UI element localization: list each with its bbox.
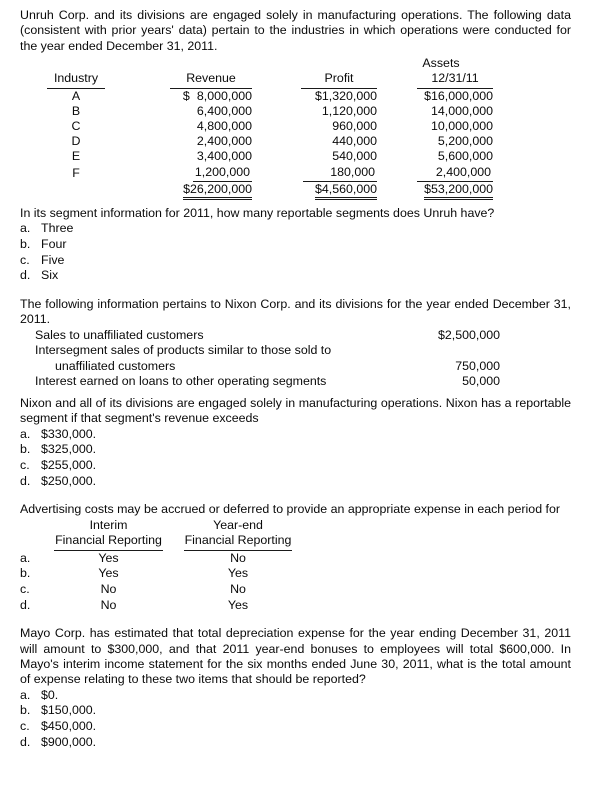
nixon-question: Nixon and all of its divisions are engaged solely in manufacturing operations. Nixon has a reportable segment if that segment's revenue exceeds bbox=[20, 396, 571, 426]
totals-profit bbox=[262, 182, 389, 200]
option-interim-value: Yes bbox=[98, 550, 119, 565]
table-row bbox=[20, 89, 493, 104]
unruh-financial-table bbox=[20, 56, 493, 200]
spacer-cell bbox=[262, 56, 389, 71]
option-b[interactable] bbox=[20, 237, 571, 253]
section-spacer bbox=[20, 284, 571, 297]
option-text: $900,000. bbox=[41, 734, 97, 749]
table-row bbox=[20, 119, 493, 134]
nixon-item-label: Interest earned on loans to other operating segments bbox=[35, 374, 327, 389]
option-text: $150,000. bbox=[41, 703, 97, 718]
option-text: Six bbox=[41, 268, 59, 283]
option-c[interactable] bbox=[20, 253, 571, 269]
mayo-section bbox=[20, 626, 571, 750]
nixon-item-value bbox=[350, 343, 571, 359]
advertising-answer-table bbox=[20, 518, 300, 614]
table-row-last bbox=[20, 165, 493, 182]
option-text: $450,000. bbox=[41, 718, 97, 733]
cell-assets: 5,200,000 bbox=[437, 134, 493, 149]
option-row-c[interactable] bbox=[20, 582, 300, 598]
cell-profit: $1,320,000 bbox=[314, 88, 377, 103]
option-letter: a. bbox=[20, 687, 31, 702]
cell-assets bbox=[389, 165, 493, 182]
option-a[interactable] bbox=[20, 427, 571, 443]
currency-symbol: $ bbox=[182, 88, 190, 103]
option-c[interactable] bbox=[20, 719, 571, 735]
option-letter: b. bbox=[20, 703, 31, 718]
unruh-question: In its segment information for 2011, how many reportable segments does Unruh have? bbox=[20, 206, 495, 221]
option-letter: a. bbox=[20, 221, 31, 236]
option-text: Five bbox=[41, 252, 65, 267]
option-yearend-value: Yes bbox=[227, 566, 249, 581]
option-interim-value: No bbox=[100, 597, 117, 612]
option-letter: d. bbox=[20, 268, 31, 283]
option-letter: c. bbox=[20, 252, 30, 267]
document-page bbox=[20, 8, 571, 750]
cell-profit: 540,000 bbox=[332, 149, 377, 164]
option-text: $325,000. bbox=[41, 442, 97, 457]
cell-industry: F bbox=[72, 165, 80, 180]
option-text: $0. bbox=[41, 687, 59, 702]
spacer-cell bbox=[20, 56, 132, 71]
yn-header-bottom-row bbox=[20, 533, 300, 551]
nixon-intro-paragraph: The following information pertains to Nixon Corp. and its divisions for the year ended December 31, 2011. bbox=[20, 296, 571, 327]
option-a[interactable] bbox=[20, 221, 571, 237]
cell-revenue bbox=[132, 89, 262, 104]
option-text: Three bbox=[41, 221, 74, 236]
option-yearend-value: Yes bbox=[227, 597, 249, 612]
mayo-question: Mayo Corp. has estimated that total depreciation expense for the year ending December 31, 2011 will amount to $300,000, and that 2011 year-end bonuses to employees will total $600,000. In Mayo's interim income statement for the six months ended June 30, 2011, what is the total amount of expense relating to these two items that should be reported? bbox=[20, 626, 571, 687]
option-b[interactable] bbox=[20, 442, 571, 458]
nixon-section bbox=[20, 297, 571, 489]
assets-super-header-row bbox=[20, 56, 493, 71]
table-row bbox=[20, 104, 493, 119]
col1-bottom-header-label: Financial Reporting bbox=[54, 533, 163, 551]
cell-revenue-value: 2,400,000 bbox=[196, 134, 252, 149]
list-item bbox=[20, 328, 571, 344]
unruh-intro-paragraph: Unruh Corp. and its divisions are engaged solely in manufacturing operations. The following data (consistent with prior years' data) pertain to the industries in which operations were conducted for the year ended December 31, 2011. bbox=[20, 8, 571, 53]
assets-super-header: Assets bbox=[422, 56, 460, 71]
unruh-options bbox=[20, 221, 571, 283]
cell-assets: $16,000,000 bbox=[424, 88, 493, 103]
header-profit bbox=[262, 71, 389, 88]
advertising-section bbox=[20, 502, 571, 613]
option-text: $330,000. bbox=[41, 426, 97, 441]
totals-spacer bbox=[20, 182, 132, 200]
totals-revenue bbox=[132, 182, 262, 200]
option-letter: c. bbox=[20, 718, 30, 733]
header-revenue bbox=[132, 71, 262, 88]
table-row bbox=[20, 134, 493, 149]
option-text: Four bbox=[41, 237, 67, 252]
table-totals-row bbox=[20, 182, 493, 200]
spacer-cell bbox=[20, 533, 41, 551]
cell-industry: B bbox=[71, 103, 81, 118]
col2-bottom-header bbox=[176, 533, 300, 551]
cell-revenue-value: 4,800,000 bbox=[196, 119, 252, 134]
cell-revenue bbox=[132, 165, 262, 182]
header-assets-date-label: 12/31/11 bbox=[417, 71, 493, 88]
option-text: $255,000. bbox=[41, 458, 97, 473]
totals-revenue-value: $26,200,000 bbox=[183, 182, 252, 200]
nixon-item-value: 750,000 bbox=[455, 358, 500, 373]
header-profit-label: Profit bbox=[301, 71, 377, 88]
option-letter: c. bbox=[20, 581, 30, 596]
option-letter: a. bbox=[20, 550, 31, 565]
option-letter: d. bbox=[20, 734, 31, 749]
option-b[interactable] bbox=[20, 703, 571, 719]
option-c[interactable] bbox=[20, 458, 571, 474]
option-row-d[interactable] bbox=[20, 598, 300, 614]
col1-top-header: Interim bbox=[89, 517, 128, 532]
list-item bbox=[20, 343, 571, 359]
header-industry bbox=[20, 71, 132, 88]
cell-assets: 14,000,000 bbox=[430, 103, 493, 118]
yn-header-top-row bbox=[20, 518, 300, 534]
option-letter: b. bbox=[20, 566, 31, 581]
option-d[interactable] bbox=[20, 268, 571, 284]
option-letter: d. bbox=[20, 473, 31, 488]
cell-profit bbox=[262, 165, 389, 182]
option-row-a[interactable] bbox=[20, 551, 300, 567]
cell-industry: D bbox=[71, 134, 81, 149]
option-letter: a. bbox=[20, 426, 31, 441]
cell-assets: 5,600,000 bbox=[437, 149, 493, 164]
option-interim-value: Yes bbox=[98, 566, 119, 581]
option-interim-value: No bbox=[100, 581, 117, 596]
cell-profit-value: 180,000 bbox=[303, 165, 377, 182]
spacer-cell bbox=[132, 56, 262, 71]
mayo-options bbox=[20, 688, 571, 750]
nixon-item-label: unaffiliated customers bbox=[55, 358, 176, 373]
unruh-section bbox=[20, 8, 571, 284]
nixon-item-label: Sales to unaffiliated customers bbox=[35, 327, 204, 342]
cell-revenue-value: 6,400,000 bbox=[196, 103, 252, 118]
cell-profit: 960,000 bbox=[332, 119, 377, 134]
option-d[interactable] bbox=[20, 474, 571, 490]
option-a[interactable] bbox=[20, 688, 571, 704]
header-industry-label: Industry bbox=[47, 71, 105, 88]
option-yearend-value: No bbox=[230, 550, 246, 565]
spacer-cell bbox=[20, 518, 41, 534]
cell-revenue-value: 3,400,000 bbox=[196, 149, 252, 164]
option-letter: c. bbox=[20, 458, 30, 473]
list-item bbox=[20, 374, 571, 390]
option-letter: d. bbox=[20, 597, 31, 612]
option-letter: b. bbox=[20, 237, 31, 252]
totals-assets-value: $53,200,000 bbox=[424, 182, 493, 200]
option-yearend-value: No bbox=[230, 581, 246, 596]
col2-top-header: Year-end bbox=[213, 517, 263, 532]
nixon-item-value: 50,000 bbox=[462, 374, 500, 389]
section-spacer bbox=[20, 489, 571, 502]
option-text: $250,000. bbox=[41, 473, 97, 488]
nixon-item-value: $2,500,000 bbox=[437, 327, 500, 342]
option-letter: b. bbox=[20, 442, 31, 457]
nixon-info-table bbox=[20, 328, 571, 390]
cell-revenue bbox=[132, 134, 262, 149]
col1-bottom-header bbox=[41, 533, 176, 551]
cell-profit: 440,000 bbox=[332, 134, 377, 149]
option-row-b[interactable] bbox=[20, 566, 300, 582]
cell-revenue bbox=[132, 104, 262, 119]
section-spacer bbox=[20, 613, 571, 626]
col2-bottom-header-label: Financial Reporting bbox=[184, 533, 293, 551]
header-revenue-label: Revenue bbox=[170, 71, 252, 88]
nixon-item-label: Intersegment sales of products similar to those sold to bbox=[35, 343, 332, 358]
cell-revenue-value: 1,200,000 bbox=[193, 165, 252, 182]
header-assets-date bbox=[389, 71, 493, 88]
advertising-question: Advertising costs may be accrued or deferred to provide an appropriate expense in each period for bbox=[20, 502, 560, 517]
cell-assets: 10,000,000 bbox=[430, 119, 493, 134]
cell-revenue-value: 8,000,000 bbox=[196, 88, 252, 103]
nixon-options bbox=[20, 427, 571, 489]
totals-assets bbox=[389, 182, 493, 200]
cell-profit: 1,120,000 bbox=[321, 103, 377, 118]
table-header-row bbox=[20, 71, 493, 88]
cell-industry: E bbox=[71, 149, 81, 164]
table-row bbox=[20, 149, 493, 164]
cell-revenue bbox=[132, 119, 262, 134]
option-d[interactable] bbox=[20, 735, 571, 751]
list-item bbox=[20, 359, 571, 375]
cell-assets-value: 2,400,000 bbox=[417, 165, 493, 182]
totals-profit-value: $4,560,000 bbox=[315, 182, 377, 200]
cell-industry: C bbox=[71, 119, 81, 134]
cell-revenue bbox=[132, 149, 262, 164]
cell-industry: A bbox=[71, 88, 81, 103]
